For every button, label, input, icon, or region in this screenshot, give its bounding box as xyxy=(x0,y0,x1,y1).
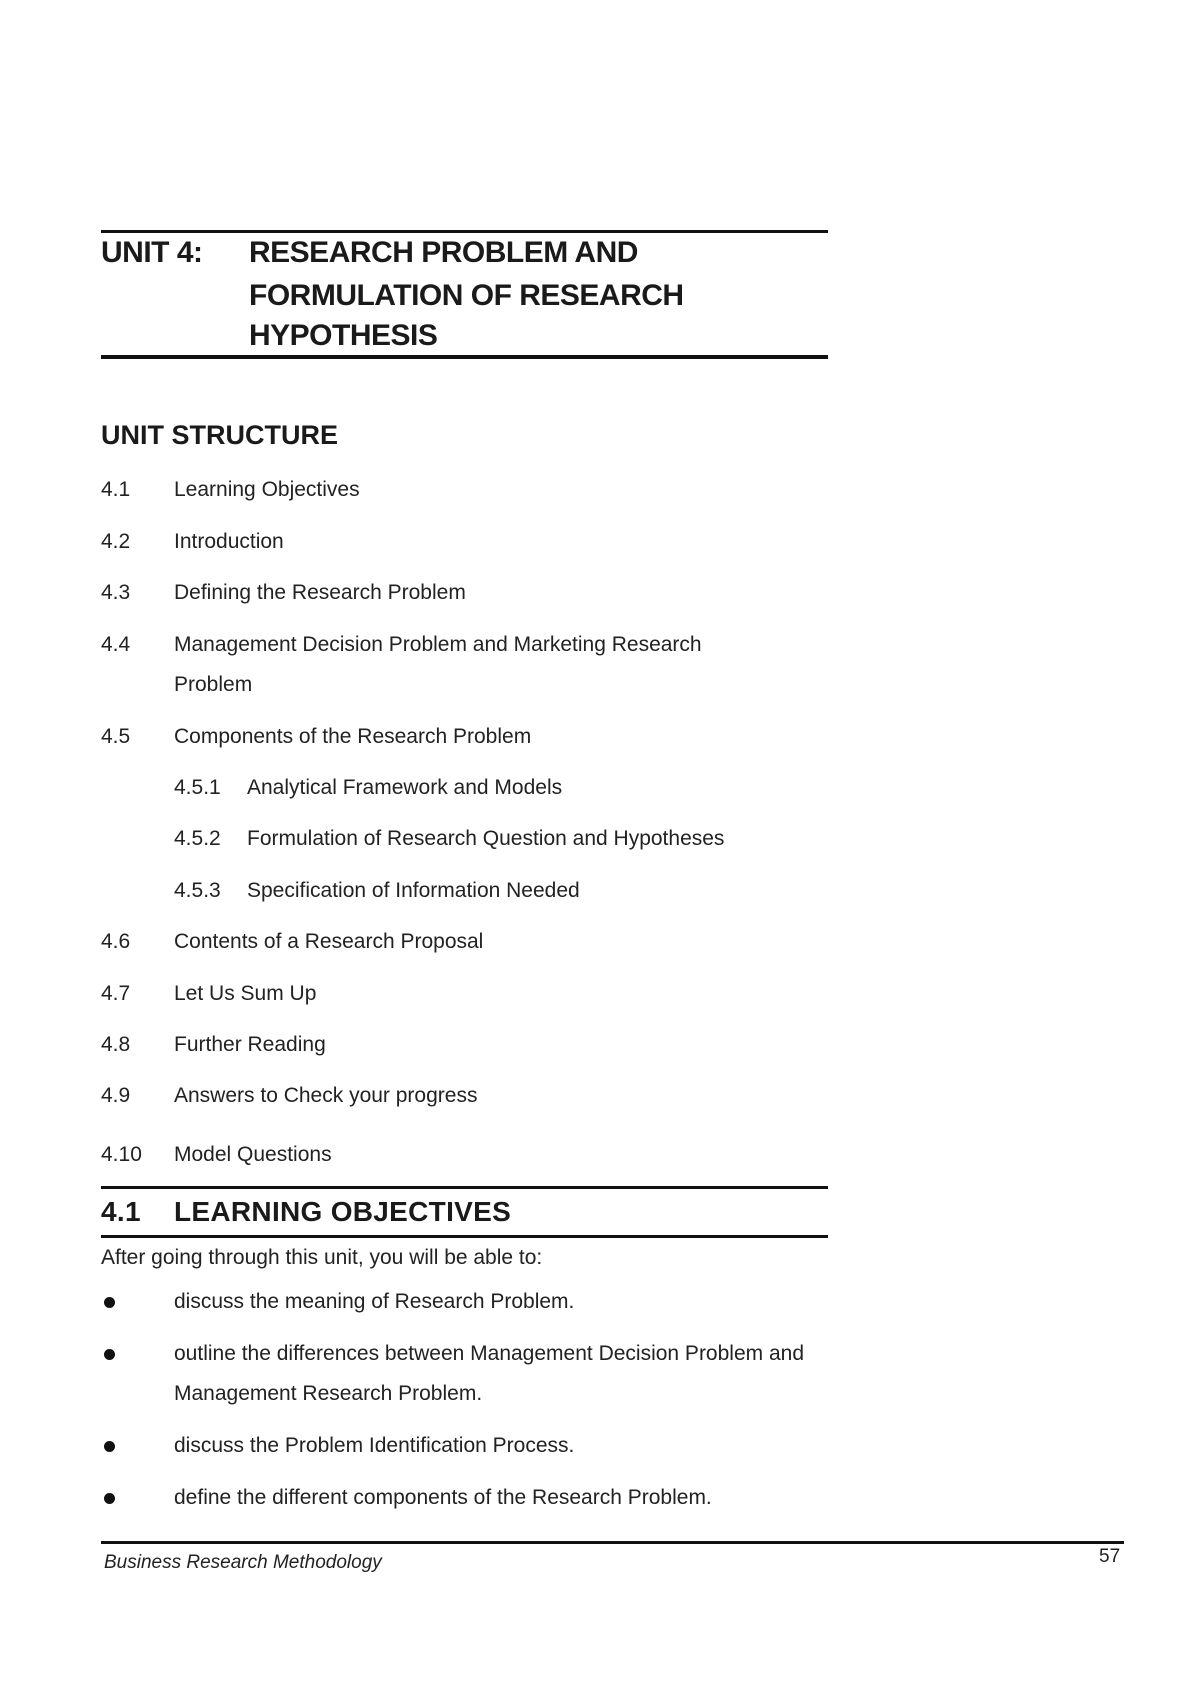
toc-item-text: Defining the Research Problem xyxy=(174,581,466,604)
unit-title-line-1: RESEARCH PROBLEM AND xyxy=(249,236,638,269)
toc-item-number: 4.8 xyxy=(101,1033,131,1056)
section-bottom-rule xyxy=(101,1235,828,1238)
toc-item-text: Introduction xyxy=(174,530,284,553)
bullet-icon xyxy=(104,1297,115,1308)
bullet-text: discuss the Problem Identification Process. xyxy=(174,1434,575,1457)
toc-subitem-number: 4.5.3 xyxy=(174,879,221,902)
header-top-rule xyxy=(101,230,828,233)
toc-item-text: Let Us Sum Up xyxy=(174,982,317,1005)
header-bottom-rule xyxy=(101,355,828,359)
toc-subitem-text: Specification of Information Needed xyxy=(247,879,580,902)
toc-item-number: 4.6 xyxy=(101,930,131,953)
toc-item-text: Components of the Research Problem xyxy=(174,725,532,748)
unit-title-line-2: FORMULATION OF RESEARCH xyxy=(249,279,684,312)
toc-item-number: 4.5 xyxy=(101,725,131,748)
toc-subitem-text: Analytical Framework and Models xyxy=(247,776,563,799)
toc-item-text: Answers to Check your progress xyxy=(174,1084,478,1107)
bullet-icon xyxy=(104,1349,115,1360)
unit-title-line-3: HYPOTHESIS xyxy=(249,319,438,352)
unit-structure-heading: UNIT STRUCTURE xyxy=(101,420,338,450)
unit-label: UNIT 4: xyxy=(101,236,203,269)
toc-subitem-number: 4.5.2 xyxy=(174,827,221,850)
toc-subitem-text: Formulation of Research Question and Hypotheses xyxy=(247,827,725,850)
bullet-text: discuss the meaning of Research Problem. xyxy=(174,1290,575,1313)
section-number: 4.1 xyxy=(101,1196,141,1227)
page-number: 57 xyxy=(1099,1546,1121,1567)
toc-item-number: 4.10 xyxy=(101,1143,142,1166)
toc-item-number: 4.9 xyxy=(101,1084,131,1107)
footer-book-title: Business Research Methodology xyxy=(104,1552,382,1573)
bullet-text-continued: Management Research Problem. xyxy=(174,1382,483,1405)
bullet-icon xyxy=(104,1441,115,1452)
toc-item-text: Management Decision Problem and Marketing Research xyxy=(174,633,702,656)
bullet-icon xyxy=(104,1493,115,1504)
toc-item-text: Learning Objectives xyxy=(174,478,360,501)
toc-item-number: 4.3 xyxy=(101,581,131,604)
toc-item-number: 4.2 xyxy=(101,530,131,553)
toc-item-text: Contents of a Research Proposal xyxy=(174,930,484,953)
footer-rule xyxy=(101,1541,1124,1544)
section-heading xyxy=(101,1196,511,1228)
section-top-rule xyxy=(101,1186,828,1189)
toc-item-text: Model Questions xyxy=(174,1143,332,1166)
toc-item-text-continued: Problem xyxy=(174,673,253,696)
section-title: LEARNING OBJECTIVES xyxy=(174,1196,512,1227)
toc-item-text: Further Reading xyxy=(174,1033,326,1056)
toc-item-number: 4.1 xyxy=(101,478,131,501)
bullet-text: outline the differences between Management Decision Problem and xyxy=(174,1342,804,1365)
toc-item-number: 4.4 xyxy=(101,633,131,656)
toc-item-number: 4.7 xyxy=(101,982,131,1005)
toc-subitem-number: 4.5.1 xyxy=(174,776,221,799)
section-intro-text: After going through this unit, you will be able to: xyxy=(101,1246,543,1269)
bullet-text: define the different components of the Research Problem. xyxy=(174,1486,712,1509)
